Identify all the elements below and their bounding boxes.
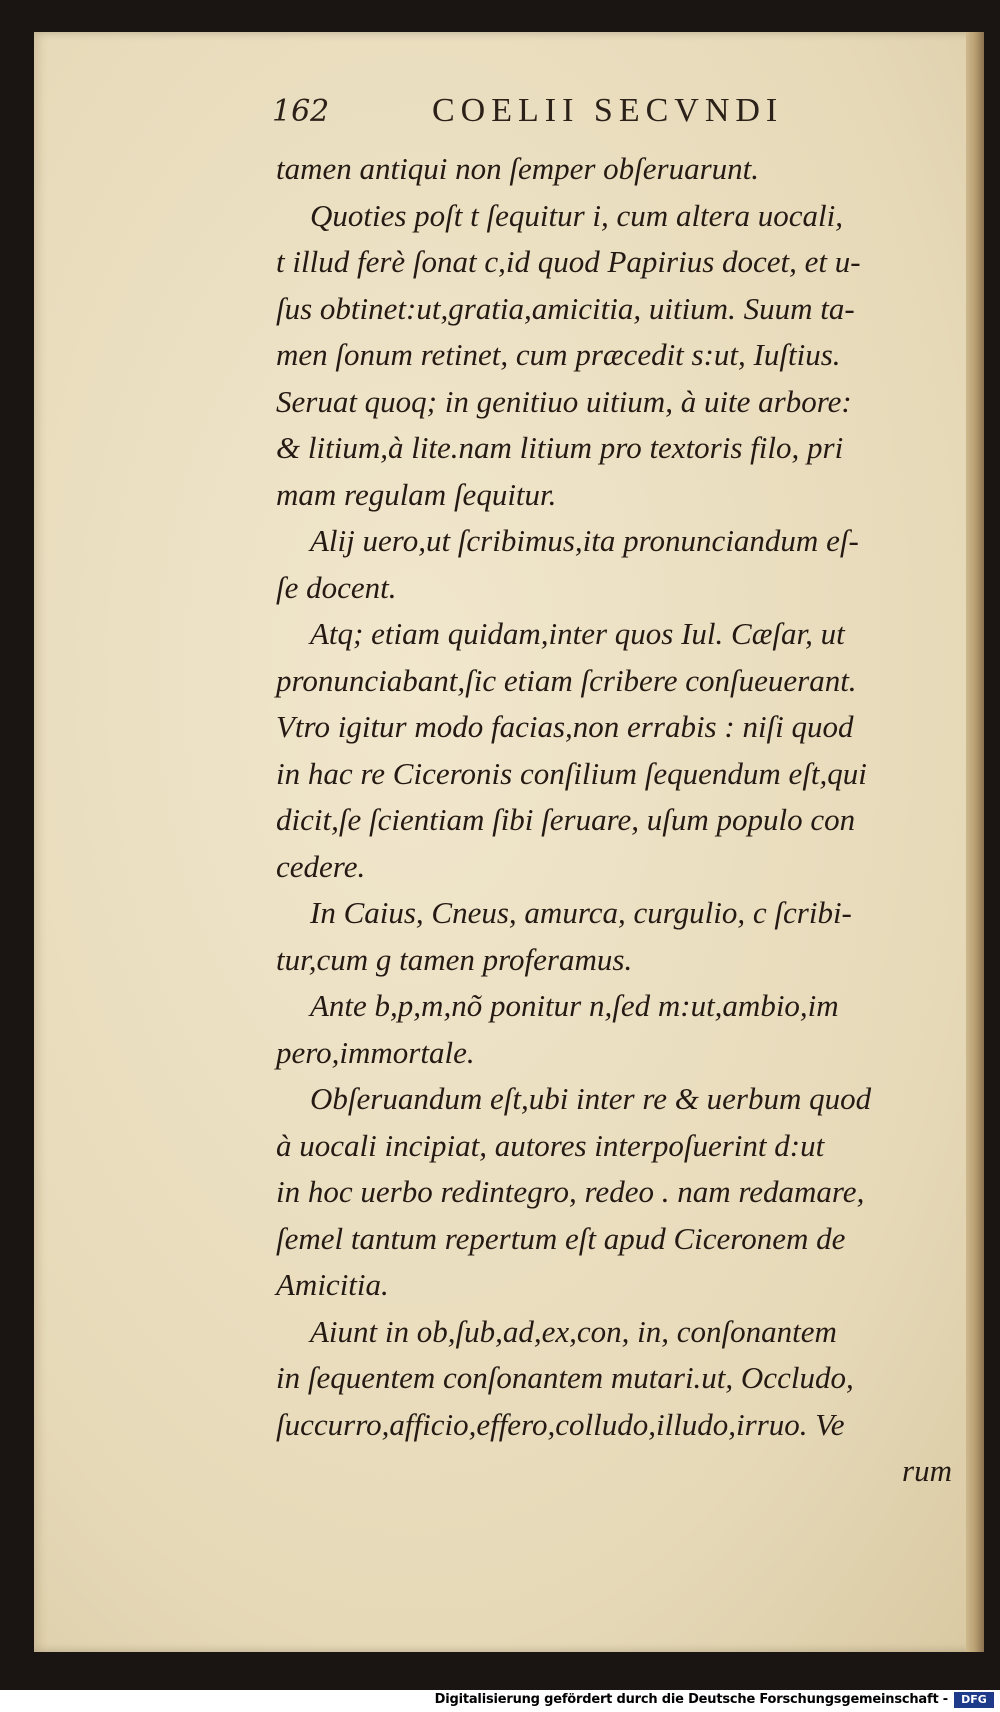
text-line: men ſonum retinet, cum præcedit s:ut, Iuſtius. [276,337,841,372]
text-line: Vtro igitur modo facias,non errabis : niſi quod [276,709,854,744]
text-line: t illud ferè ſonat c,id quod Papirius docet, et u- [276,244,861,279]
text-line: cedere. [276,848,366,884]
text-line: tamen antiqui non ſemper obſeruarunt. [276,151,760,186]
page-edge [966,32,984,1652]
funding-credit: Digitalisierung gefördert durch die Deutsche Forschungsgemeinschaft - [434,1692,948,1707]
digitization-footer [0,1690,1000,1712]
text-line: Alij uero,ut ſcribimus,ita pronunciandum eſ- [310,523,859,558]
text-line: in ſequentem conſonantem mutari.ut, Occludo, [276,1360,854,1395]
page-number: 162 [272,94,330,129]
running-head [272,92,962,142]
catchword: rum [902,1453,952,1488]
text-line: ſemel tantum repertum eſt apud Ciceronem de [276,1220,846,1256]
running-title: COELII SECVNDI [432,92,784,129]
text-line: Atq; etiam quidam,inter quos Iul. Cæſar, ut [310,616,845,651]
text-line: In Caius, Cneus, amurca, curgulio, c ſcribi- [310,895,852,930]
text-line: in hac re Ciceronis conſilium ſequendum eſt,qui [276,755,867,791]
text-line: pronunciabant,ſic etiam ſcribere conſueuerant. [276,662,857,698]
text-line: à uocali incipiat, autores interpoſuerint d:ut [276,1127,825,1163]
text-line: pero,immortale. [276,1034,475,1070]
text-line: Quoties poſt t ſequitur i, cum altera uocali, [310,197,843,233]
text-line: ſuccurro,afficio,effero,colludo,illudo,irruo. Ve [276,1406,845,1442]
text-line: in hoc uerbo redintegro, redeo . nam redamare, [276,1174,865,1209]
text-line: Ante b,p,m,nõ ponitur n,ſed m:ut,ambio,im [310,988,839,1023]
text-line: ſe docent. [276,569,397,605]
text-line: Obſeruandum eſt,ubi inter re & uerbum quod [310,1081,872,1116]
text-line: dicit,ſe ſcientiam ſibi ſeruare, uſum populo con [276,802,856,837]
body-text [276,146,966,1495]
text-line: Seruat quoq; in genitiuo uitium, à uite arbore: [276,383,852,419]
text-line: tur,cum g tamen proferamus. [276,941,633,977]
text-line: Amicitia. [276,1267,389,1302]
text-line: ſus obtinet:ut,gratia,amicitia, uitium. Suum ta- [276,290,855,326]
text-line: & litium,à lite.nam litium pro textoris filo, pri [276,430,844,465]
text-line: Aiunt in ob,ſub,ad,ex,con, in, conſonantem [310,1313,837,1349]
dfg-logo-icon: DFG [954,1692,994,1708]
text-line: mam regulam ſequitur. [276,476,557,512]
